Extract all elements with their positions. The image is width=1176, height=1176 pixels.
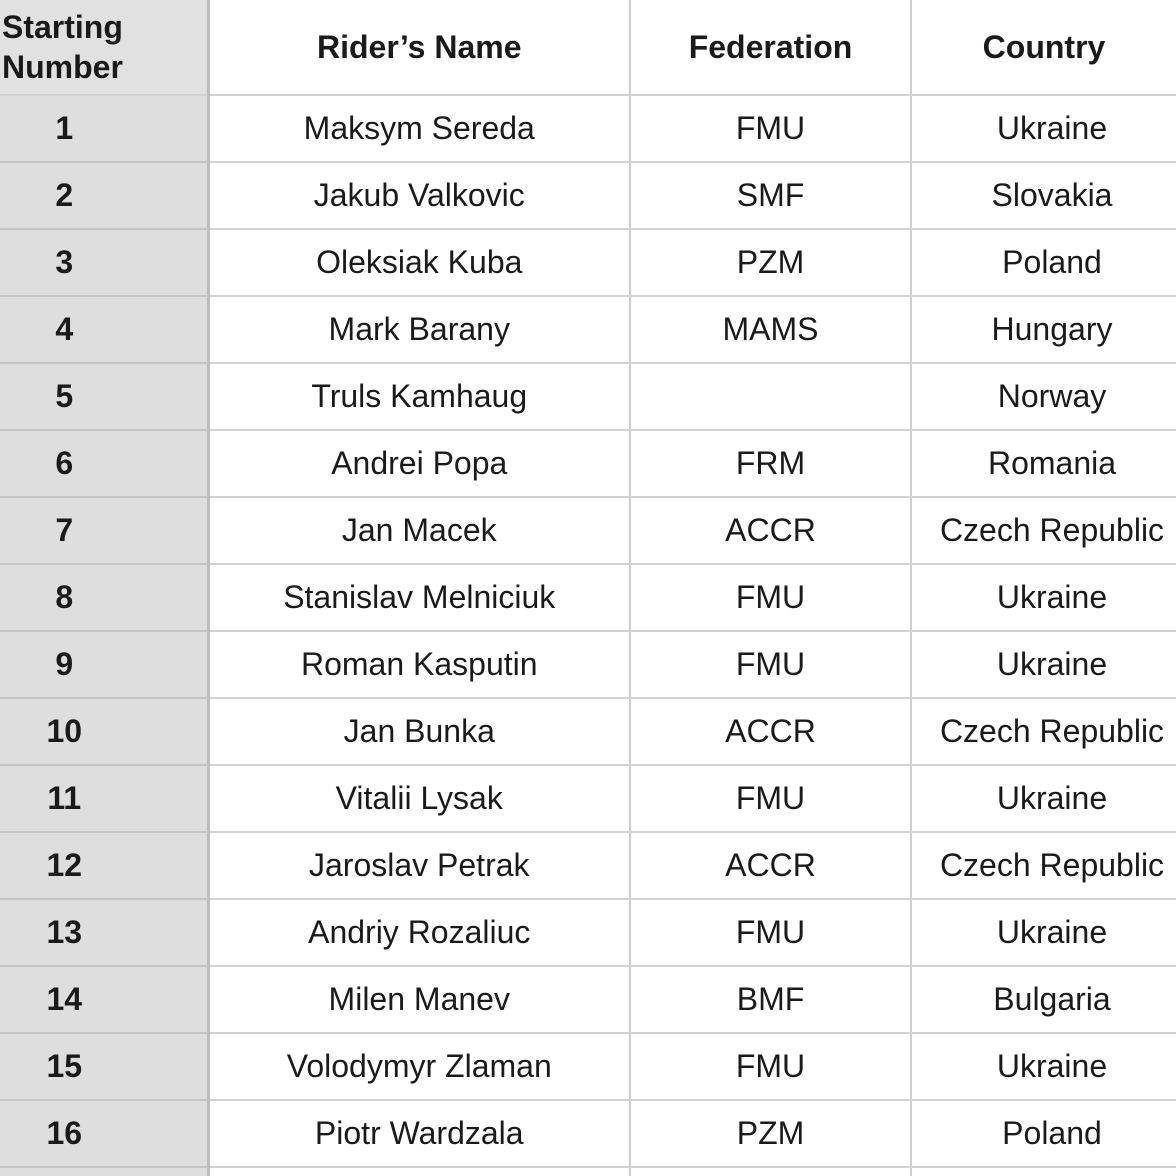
country-cell: Ukraine: [911, 899, 1176, 966]
rider-name-cell: [208, 1167, 630, 1176]
federation-cell: [630, 1167, 911, 1176]
table-row: [0, 162, 1176, 229]
header-starting-number-line1: Starting: [2, 9, 123, 45]
table-row: [0, 229, 1176, 296]
starting-number-cell: 10: [0, 698, 208, 765]
rider-name-cell: Jan Macek: [208, 497, 630, 564]
rider-name-cell: Truls Kamhaug: [208, 363, 630, 430]
country-cell: Czech Republic: [911, 832, 1176, 899]
table-row: [0, 1033, 1176, 1100]
country-cell: Czech Republic: [911, 698, 1176, 765]
federation-cell: FMU: [630, 899, 911, 966]
federation-cell: FMU: [630, 631, 911, 698]
table-row: [0, 296, 1176, 363]
starting-number-cell: 3: [0, 229, 208, 296]
federation-cell: FMU: [630, 1033, 911, 1100]
rider-name-cell: Jan Bunka: [208, 698, 630, 765]
starting-number-cell: 11: [0, 765, 208, 832]
rider-name-cell: Stanislav Melniciuk: [208, 564, 630, 631]
country-cell: Ukraine: [911, 564, 1176, 631]
federation-cell: ACCR: [630, 698, 911, 765]
federation-cell: FMU: [630, 564, 911, 631]
federation-cell: PZM: [630, 1100, 911, 1167]
rider-name-cell: Piotr Wardzala: [208, 1100, 630, 1167]
federation-cell: PZM: [630, 229, 911, 296]
table-row: [0, 698, 1176, 765]
country-cell: Ukraine: [911, 631, 1176, 698]
starting-number-cell: 12: [0, 832, 208, 899]
federation-cell: [630, 363, 911, 430]
rider-name-cell: Oleksiak Kuba: [208, 229, 630, 296]
table-row: [0, 363, 1176, 430]
federation-cell: BMF: [630, 966, 911, 1033]
table-body: [0, 95, 1176, 1176]
starting-number-cell: 8: [0, 564, 208, 631]
country-cell: Hungary: [911, 296, 1176, 363]
header-starting-number: [0, 0, 208, 95]
table-row: [0, 899, 1176, 966]
rider-name-cell: Maksym Sereda: [208, 95, 630, 162]
table-row: [0, 564, 1176, 631]
country-cell: Czech Republic: [911, 497, 1176, 564]
table-row-partial: [0, 1167, 1176, 1176]
rider-name-cell: Andrei Popa: [208, 430, 630, 497]
starting-number-cell: [0, 1167, 208, 1176]
rider-name-cell: Jakub Valkovic: [208, 162, 630, 229]
federation-cell: MAMS: [630, 296, 911, 363]
federation-cell: FRM: [630, 430, 911, 497]
starting-number-cell: 6: [0, 430, 208, 497]
country-cell: [911, 1167, 1176, 1176]
starting-number-cell: 15: [0, 1033, 208, 1100]
table-row: [0, 430, 1176, 497]
starting-number-cell: 4: [0, 296, 208, 363]
country-cell: Slovakia: [911, 162, 1176, 229]
country-cell: Poland: [911, 229, 1176, 296]
starting-number-cell: 9: [0, 631, 208, 698]
header-country: Country: [911, 0, 1176, 95]
rider-name-cell: Jaroslav Petrak: [208, 832, 630, 899]
country-cell: Ukraine: [911, 1033, 1176, 1100]
rider-name-cell: Mark Barany: [208, 296, 630, 363]
table-row: [0, 497, 1176, 564]
starting-number-cell: 13: [0, 899, 208, 966]
header-starting-number-line2: Number: [2, 49, 123, 85]
rider-name-cell: Vitalii Lysak: [208, 765, 630, 832]
country-cell: Romania: [911, 430, 1176, 497]
country-cell: Poland: [911, 1100, 1176, 1167]
rider-name-cell: Volodymyr Zlaman: [208, 1033, 630, 1100]
starting-number-cell: 2: [0, 162, 208, 229]
federation-cell: FMU: [630, 95, 911, 162]
country-cell: Ukraine: [911, 95, 1176, 162]
country-cell: Ukraine: [911, 765, 1176, 832]
header-riders-name: Rider’s Name: [208, 0, 630, 95]
country-cell: Norway: [911, 363, 1176, 430]
rider-name-cell: Milen Manev: [208, 966, 630, 1033]
header-row: [0, 0, 1176, 95]
header-federation: Federation: [630, 0, 911, 95]
rider-name-cell: Andriy Rozaliuc: [208, 899, 630, 966]
table-row: [0, 95, 1176, 162]
starting-number-cell: 14: [0, 966, 208, 1033]
table-row: [0, 966, 1176, 1033]
starting-number-cell: 1: [0, 95, 208, 162]
country-cell: Bulgaria: [911, 966, 1176, 1033]
table-row: [0, 631, 1176, 698]
table-row: [0, 832, 1176, 899]
rider-name-cell: Roman Kasputin: [208, 631, 630, 698]
federation-cell: ACCR: [630, 832, 911, 899]
starting-number-cell: 5: [0, 363, 208, 430]
starting-number-cell: 16: [0, 1100, 208, 1167]
federation-cell: ACCR: [630, 497, 911, 564]
federation-cell: SMF: [630, 162, 911, 229]
table-row: [0, 1100, 1176, 1167]
starting-number-cell: 7: [0, 497, 208, 564]
table-row: [0, 765, 1176, 832]
federation-cell: FMU: [630, 765, 911, 832]
